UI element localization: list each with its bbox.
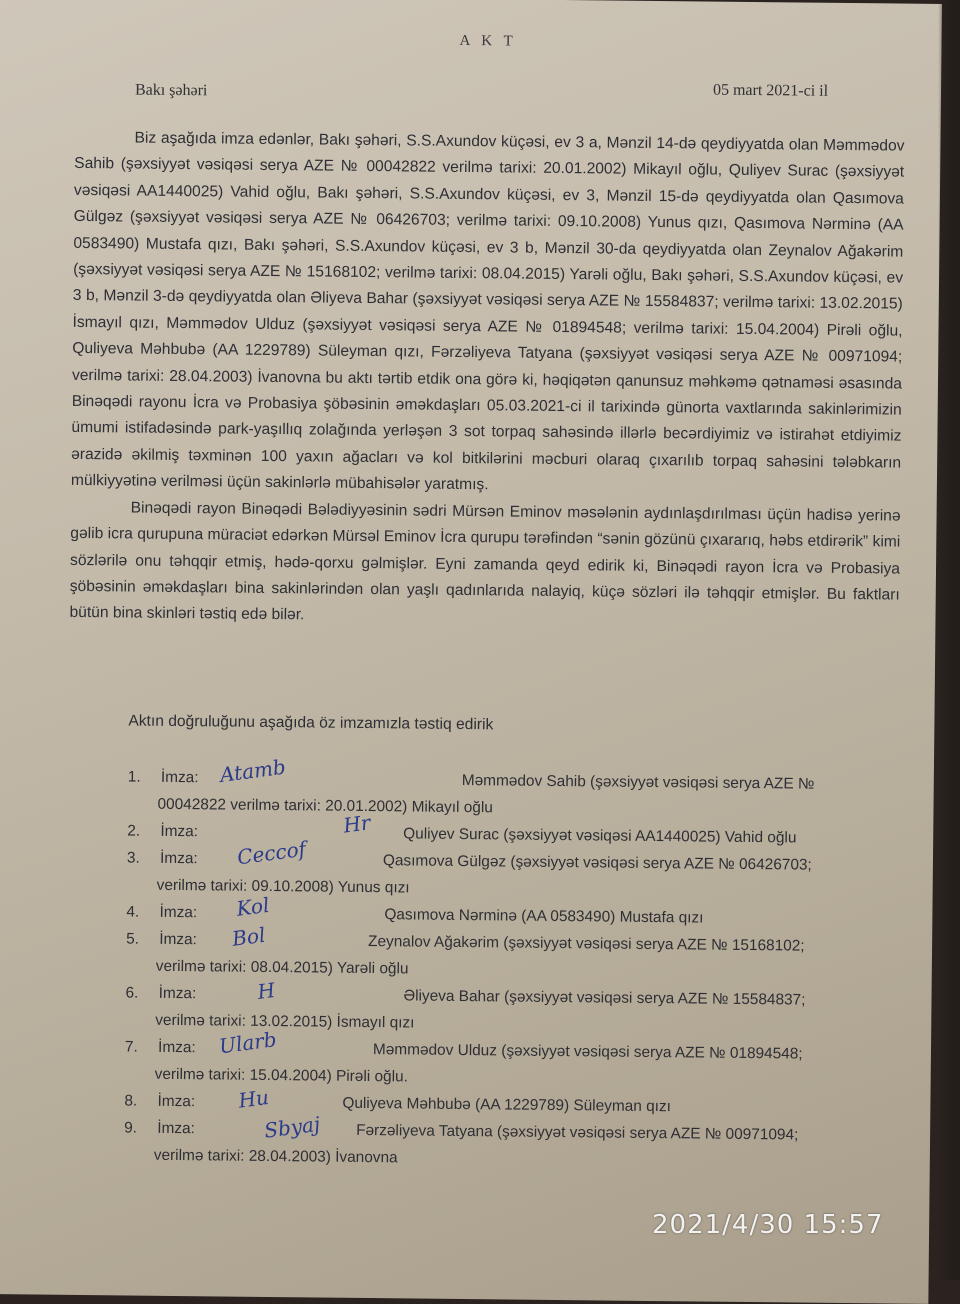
signature-label: İmza: [159, 849, 198, 868]
signature-label: İmza: [157, 1092, 196, 1111]
signatory-6 [125, 984, 196, 1003]
signatory-9-line2: verilmə tarixi: 28.04.2003) İvanovna [153, 1146, 398, 1167]
signature-mark-7: Ularb [217, 1027, 278, 1059]
item-number: 9. [124, 1119, 138, 1137]
signatory-3-line1: Qasımova Gülgəz (şəxsiyyət vəsiqəsi serya AZE № 06426703; [382, 852, 812, 874]
signatory-3 [127, 849, 198, 868]
signatory-1 [128, 768, 199, 787]
item-number: 6. [125, 984, 139, 1002]
signatory-7-line1: Məmmədov Ulduz (şəxsiyyət vəsiqəsi serya AZE № 01894548; [372, 1041, 803, 1063]
signature-mark-4: Kol [235, 892, 271, 921]
item-number: 1. [127, 768, 141, 786]
signature-label: İmza: [157, 1119, 195, 1138]
signature-mark-8: Hu [237, 1084, 271, 1113]
signatory-5 [126, 930, 197, 949]
item-number: 4. [126, 903, 140, 921]
affirmation-line: Aktın doğruluğunu aşağıda öz imzamızla təstiq edirik [128, 712, 494, 734]
signature-label: İmza: [158, 984, 197, 1003]
item-number: 5. [126, 930, 140, 948]
signatory-6-line1: Əliyeva Bahar (şəxsiyyət vəsiqəsi serya AZE № 15584837; [403, 987, 806, 1009]
signature-mark-3: Ceccof [235, 836, 308, 870]
signatory-9 [124, 1119, 195, 1138]
signatory-3-line2: verilmə tarixi: 09.10.2008) Yunus qızı [156, 876, 410, 897]
photo-timestamp: 2021/4/30 15:57 [652, 1210, 884, 1240]
document-city: Bakı şəhəri [134, 81, 208, 100]
signatory-4 [126, 903, 197, 922]
signatory-7 [125, 1038, 196, 1057]
signatory-6-line2: verilmə tarixi: 13.02.2015) İsmayıl qızı [155, 1011, 415, 1032]
paragraph-1: Biz aşağıda imza edənlər, Bakı şəhəri, S.S.Axundov küçəsi, ev 3 a, Mənzil 14-də qeydiyyatda olan Məmmədov Sahib (şəxsiyyət vəsiqəsi serya AZE № 00042822 verilmə tarixi: 20.01.2002) Mikayıl oğlu, Quliyev Surac (şəxsiyyət vəsiqəsi AA1440025) Vahid oğlu, Bakı şəhəri, S.S.Axundov küçəsi, ev 3, Mənzil 15-də qeydiyyatda olan Qasımova Gülgəz (şəxsiyyət vəsiqəsi serya AZE № 06426703; verilmə tarixi: 09.10.2008) Yunus qızı, Qasımova Nərminə (AA 0583490) Mustafa qızı, Bakı şəhəri, S.S.Axundov küçəsi, ev 3 b, Mənzil 30-da qeydiyyatda olan Zeynalov Ağakərim (şəxsiyyət vəsiqəsi serya AZE № 15168102; verilmə tarixi: 08.04.2015) Yarəli oğlu, Bakı şəhəri, S.S.Axundov küçəsi, ev 3 b, Mənzil 3-də qeydiyyatda olan Əliyeva Bahar (şəxsiyyət vəsiqəsi serya AZE № 15584837; verilmə tarixi: 13.02.2015) İsmayıl qızı, Məmmədov Ulduz (şəxsiyyət vəsiqəsi serya AZE № 01894548; verilmə tarixi: 15.04.2004) Pirəli oğlu, Quliyeva Məhbubə (AA 1229789) Süleyman qızı, Fərzəliyeva Tatyana (şəxsiyyət vəsiqəsi serya AZE № 00971094; verilmə tarixi: 28.04.2003) İvanovna bu aktı tərtib etdik ona görə ki, həqiqətən qanunsuz məhkəmə qətnaməsi əsasında Binəqədi rayonu İcra və Probasiya şöbəsinin əməkdaşları 05.03.2021-ci il tarixində günorta vaxtlarında sakinlərimizin ümumi istifadəsində park-yaşıllıq zolağında yerləşən 3 sot torpaq sahəsində illərlə becərdiyimiz və istirahət etdiyimiz ərazidə əkilmiş təxminən 100 yaxın ağacları və kol bitkilərini məcburi olaraq çıxarılıb torpaq sahəsini tələbkarın mülkiyyətinə verilməsi üçün sakinlərlə mübahisələr yaratmış. [70, 129, 905, 494]
signature-mark-9: Sbyaj [262, 1111, 322, 1143]
item-number: 3. [126, 849, 140, 867]
signature-mark-2: Hr [341, 810, 372, 838]
item-number: 8. [124, 1092, 138, 1110]
signature-mark-5: Bol [230, 922, 267, 951]
signatory-2-line1: Quliyev Surac (şəxsiyyət vəsiqəsi AA1440025) Vahid oğlu [403, 825, 797, 847]
signatory-5-line1: Zeynalov Ağakərim (şəxsiyyət vəsiqəsi serya AZE № 15168102; [368, 933, 805, 955]
signatory-8-line1: Quliyeva Məhbubə (AA 1229789) Süleyman qızı [342, 1094, 672, 1116]
signatory-1-line2: 00042822 verilmə tarixi: 20.01.2002) Mikayıl oğlu [157, 795, 493, 817]
signatory-2 [127, 822, 198, 841]
document-title: A K T [459, 32, 517, 50]
signatory-5-line2: verilmə tarixi: 08.04.2015) Yarəli oğlu [155, 957, 409, 978]
signature-label: İmza: [160, 822, 199, 841]
signatory-9-line1: Fərzəliyeva Tatyana (şəxsiyyət vəsiqəsi serya AZE № 00971094; [356, 1121, 799, 1144]
signatory-4-line1: Qasımova Nərminə (AA 0583490) Mustafa qızı [384, 906, 704, 927]
signatory-8 [124, 1092, 195, 1111]
signature-label: İmza: [158, 1038, 196, 1057]
paragraph-2: Binəqədi rayon Binəqədi Bələdiyyəsinin sədri Mürsən Eminov məsələnin aydınlaşdırılması üçün hadisə yerinə gəlib icra qurupuna müraciət edərkən Mürsəl Eminov İcra qurupu tərəfindən “sənin gözünü çıxararıq, həbs etdirərik” kimi sözlərilə onu təhqqir etmiş, hədə-qorxu gəlmişlər. Eyni zamanda qeyd edirik ki, Binəqədi rayon İcra və Probasiya şöbəsinin əməkdaşları bina sakinlərindən olan yaşlı qadınlarıda nalayiq, küçə sözləri ilə təhqqir etmişlər. Bu faktları bütün bina skinləri təstiq edə bilər. [69, 499, 901, 624]
signatory-1-line1: Məmmədov Sahib (şəxsiyyət vəsiqəsi serya AZE № [461, 771, 815, 793]
signature-mark-1: Atamb [218, 754, 287, 787]
item-number: 2. [127, 822, 141, 840]
signatory-7-line2: verilmə tarixi: 15.04.2004) Pirəli oğlu. [154, 1065, 408, 1086]
item-number: 7. [124, 1038, 138, 1056]
signature-mark-6: H [256, 977, 277, 1004]
signature-label: İmza: [159, 903, 198, 922]
paper-shadow-edge [938, 0, 960, 1280]
document-date: 05 mart 2021-ci il [712, 81, 829, 100]
signature-label: İmza: [159, 930, 197, 949]
signature-label: İmza: [160, 768, 199, 787]
